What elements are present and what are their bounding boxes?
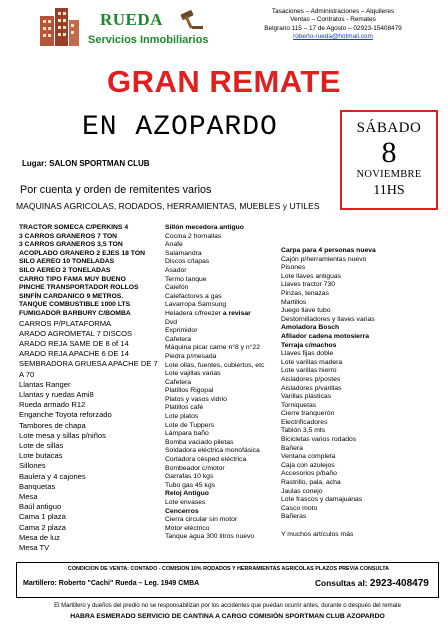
title-en-azopardo: EN AZOPARDO [82,112,278,143]
email-link[interactable]: roberto-rueda@hotmail.com [293,32,373,40]
list-item: Baúl antiguo [19,502,62,512]
date-day-name: SÁBADO [356,120,422,136]
list-item: Bicicletas varios rodados [281,436,357,444]
title-gran-remate: GRAN REMATE [107,64,341,99]
list-item: Lote varillas madera [281,358,343,366]
list-item: Tambores de chapa [19,420,86,430]
list-item: Y muchos artículos más [281,530,354,538]
list-item: Mesa [19,491,38,501]
items-column-3 [281,247,441,539]
sale-conditions-box [16,562,439,598]
location-label: Lugar: SALON SPORTMAN CLUB [22,159,150,168]
consultas [315,578,429,589]
list-item: Aisladores p/postes [281,375,341,383]
list-item: Sillones [19,461,46,471]
list-item: Cocina 2 hornallas [165,232,222,240]
list-item: Cencerros [165,507,199,515]
list-item: Electrificadores [281,418,328,426]
list-item: Rueda armado R12 [19,400,86,410]
list-item: Piedra p/mesada [165,352,217,360]
list-item: Calefón [165,284,189,292]
list-item: Cama 2 plaza [19,522,66,532]
list-item: Bañeras [281,513,307,521]
list-item: Llantas Ranger [19,379,71,389]
list-item: Lote vajillas varias [165,370,221,378]
list-item: Llaves fijas doble [281,350,334,358]
list-item: Rastrillo, pala, acha [281,479,341,487]
list-item: Lote mesa y sillas p/niños [19,430,106,440]
list-item: Ventana completa [281,453,336,461]
list-item: Carpa para 4 personas nueva [281,247,376,254]
list-item: 3 CARROS GRANEROS 3,5 TON [19,241,123,249]
items-column-1 [19,224,164,553]
list-item: Máquina picar carne n°8 y n°22 [165,344,260,352]
list-item: Mesa TV [19,543,50,552]
list-item: Afilador cadena motosierra [281,332,370,340]
cantina-notice: HABRA ESMERADO SERVICIO DE CANTINA A CARGO COMISIÓN SPORTMAN CLUB AZOPARDO [70,613,385,620]
list-item: Cafetera [165,335,192,343]
list-item: Tubo gas 45 kgs [165,481,216,489]
list-item: Lote llaves antiguas [281,272,342,280]
list-item: Torniquetas [281,401,317,409]
list-item: TRACTOR SOMECA C/PERKINS 4 [19,224,129,231]
list-item: Cajón p/herramientas nuevo [281,255,367,263]
list-item: Enganche Toyota reforzado [19,410,112,420]
list-item: ARADO REJA APACHE 6 DE 14 [19,349,130,359]
list-item: Discos c/tapas [165,258,210,266]
list-item: Motor eléctrico [165,524,210,532]
list-item: Lote envases [165,499,206,506]
list-item: Asador [165,266,187,274]
list-item: Sillón mecedora antiguo [165,224,244,231]
list-item: SILO AEREO 10 TONELADAS [19,258,115,266]
list-item: Caja con azulejos [281,461,335,469]
list-item: Cafetera [165,378,192,386]
list-item: Varillas plásticas [281,393,332,401]
buildings-logo-icon [38,6,80,46]
list-item: Exprimidor [165,327,198,335]
sale-conditions: CONDICION DE VENTA: CONTADO - COMISION 10% RODADOS Y HERRAMIENTAS AGRICOLAS PLAZOS PREVIA CONSULTA [67,566,390,572]
brand-subtitle: Servicios Inmobiliarios [88,34,209,46]
list-item: Martillos [281,298,307,306]
contact-line: Belgrano 115 – 17 de Agosto – 02923-15408479 [264,24,402,32]
list-item: Tablón 3,5 mts [281,427,326,435]
date-day: 8 [381,136,397,169]
list-item: Aisladores p/varillas [281,384,342,392]
list-item: Accesorios p/baño [281,470,337,478]
list-item: Soldadora eléctrica monofásica [165,447,260,455]
list-item: Garrafas 10 kgs [165,473,214,481]
contact-line: Tasaciones – Administraciones – Alquileres [271,8,395,15]
list-item: ACOPLADO GRANERO 2 EJES 18 TON [19,249,146,257]
list-item: ARADO REJA SAME DE 8 of 14 [19,338,129,348]
categories-text: MAQUINAS AGRICOLAS, RODADOS, HERRAMIENTAS, MUEBLES y UTILES [16,201,320,211]
list-item: Cierra circular sin motor [165,516,238,524]
date-box [340,110,438,210]
list-item [281,522,441,531]
list-item: Anafe [165,241,183,249]
list-item: Lavarropa Samsung [165,301,227,309]
list-item: Juego llave tubo [281,307,331,315]
list-item: Amoladora Bosch [281,324,340,332]
list-item: Mesa de luz [19,532,60,542]
list-item: SEMBRADORA GRUESA APACHE DE 7 [19,359,158,369]
list-item: Platos y vasos vidrio [165,395,227,403]
list-item: Lote platos [165,413,199,421]
list-item: Pisones [281,264,306,272]
list-item: Destornilladores y llaves varias [281,315,375,323]
list-item: Baulera y 4 cajones [19,471,86,481]
consultas-phone: 2923-408479 [369,578,429,589]
contact-line: Ventas – Contratos - Remates [290,16,376,24]
list-item: Cierre tranquerón [281,410,335,418]
list-item: Bomba vaciado piletas [165,438,234,446]
list-item: Salamandra [165,249,202,257]
list-item: Banquetas [19,481,56,491]
brand-name: RUEDA [100,10,163,29]
list-item: Lote butacas [19,451,63,461]
list-item: Cama 1 plaza [19,512,66,522]
list-item: CARRO TIPO FAMA MUY BUENO [19,275,126,283]
list-item: Reloj Antiguo [165,490,209,498]
list-item: Pinzas, tenazas [281,289,329,297]
list-item: 3 CARROS GRANEROS 7 TON [19,232,118,240]
list-item: SINFÍN CARDANICO 9 METROS. [19,292,124,300]
list-item: Llantas y ruedas Ami8 [19,389,94,399]
list-item: Terraja c/machos [281,341,337,349]
list-item: Tanque agua 300 litros nuevo [165,533,255,541]
list-item: Jaulas conejo [281,487,323,495]
list-item: Dvd [165,318,178,326]
list-item: SILO AEREO 2 TONELADAS [19,266,111,274]
list-item: TANQUE COMBUSTIBLE 1000 LTS [19,301,131,309]
list-item: A 70 [19,369,35,379]
list-item: Lote de sillas [19,440,64,450]
list-item: Calefactores a gas [165,292,222,300]
list-item: Heladera c/freezer a revisar [165,309,251,317]
date-time: 11HS [373,183,405,198]
list-item: Lote varillas hierro [281,367,337,375]
list-item: ARADO AGROMETAL 7 DISCOS [19,328,133,338]
gavel-icon [178,10,204,30]
list-item: Casco moto [281,504,318,512]
por-cuenta-text: Por cuenta y orden de remitentes varios [20,184,212,196]
list-item: Termo tanque [165,275,207,283]
list-item: CARROS P/PLATAFORMA [19,318,112,328]
list-item: Bañera [281,444,303,452]
items-column-2 [165,224,283,542]
contact-info [228,8,438,41]
list-item: Lote ollas, fuentes, cubiertos, etc [165,361,265,369]
list-item: Llaves tractor 730 [281,281,336,289]
list-item: PINCHE TRANSPORTADOR ROLLOS [19,284,139,292]
list-item: Platillos café [165,404,204,412]
list-item: Lote frascos y damajuanas [281,496,363,504]
list-item: Lote de Tuppers [165,421,215,429]
list-item: Cortadora césped eléctrica [165,456,247,464]
list-item: FUMIGADOR BARBURY C/BOMBA [19,309,131,317]
list-item: Platillos Rigopal [165,387,214,395]
auctioneer-info: Martillero: Roberto "Cachi" Rueda – Leg. 1949 CMBA [23,580,200,587]
consultas-label: Consultas al: [315,578,370,588]
liability-note: El Martillero y dueños del predio no se responsabilizan por los accidentes que puedan ocurrir antes, durante o después del remate [54,603,401,609]
list-item: Lámpara baño [165,430,209,438]
list-item: Bombeador c/motor [165,464,225,472]
date-month: NOVIEMBRE [356,169,422,180]
